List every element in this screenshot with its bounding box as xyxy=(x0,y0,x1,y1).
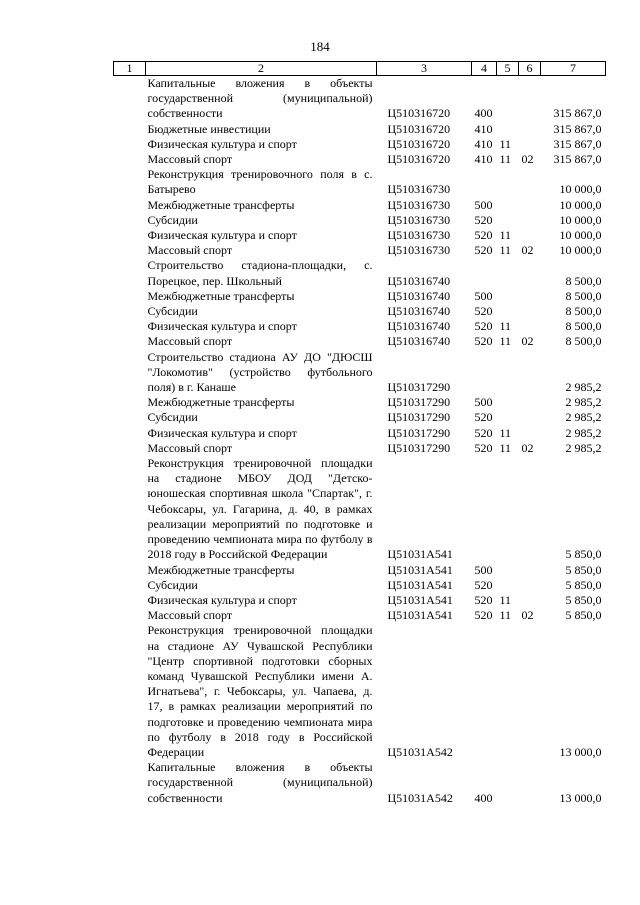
section-cell xyxy=(497,760,519,806)
subsection-cell xyxy=(519,395,541,410)
expense-type-cell: 500 xyxy=(474,197,493,212)
section-cell xyxy=(497,122,519,137)
subsection-cell xyxy=(519,76,541,122)
subsection-cell xyxy=(519,760,541,806)
row-number-cell xyxy=(114,243,146,258)
amount-cell: 2 985,2 xyxy=(565,380,602,395)
row-number-cell xyxy=(114,167,146,197)
subsection-cell xyxy=(519,213,541,228)
expense-type-cell xyxy=(472,350,497,396)
table-row xyxy=(114,350,606,396)
amount-cell: 315 867,0 xyxy=(553,121,602,136)
expense-type-cell: 520 xyxy=(474,592,493,607)
column-header: 5 xyxy=(497,62,519,76)
expense-type-cell: 520 xyxy=(474,608,493,623)
column-header: 6 xyxy=(519,62,541,76)
target-code-cell: Ц510316730 xyxy=(387,212,451,227)
target-code-cell: Ц51031А541 xyxy=(387,577,453,592)
subsection-cell xyxy=(519,563,541,578)
row-number-cell xyxy=(114,137,146,152)
amount-cell: 315 867,0 xyxy=(553,152,602,167)
row-number-cell xyxy=(114,608,146,623)
amount-cell: 5 850,0 xyxy=(565,547,602,562)
subsection-cell: 02 xyxy=(521,440,534,455)
section-cell: 11 xyxy=(499,152,512,167)
table-row xyxy=(114,258,606,288)
item-name-cell: Капитальные вложения в объекты государственной (муниципальной) собственности xyxy=(147,76,373,121)
target-code-cell: Ц510316740 xyxy=(387,288,451,303)
item-name-cell: Массовый спорт xyxy=(147,152,233,167)
target-code-cell: Ц510316720 xyxy=(387,152,451,167)
expense-type-cell: 520 xyxy=(474,243,493,258)
table-header xyxy=(114,62,606,76)
target-code-cell: Ц510316740 xyxy=(387,319,451,334)
row-number-cell xyxy=(114,334,146,349)
row-number-cell xyxy=(114,258,146,288)
amount-cell: 10 000,0 xyxy=(559,243,602,258)
section-cell: 11 xyxy=(499,136,512,151)
amount-cell: 8 500,0 xyxy=(565,273,602,288)
row-number-cell xyxy=(114,228,146,243)
expense-type-cell xyxy=(472,167,497,197)
target-code-cell: Ц51031А542 xyxy=(387,744,453,759)
row-number-cell xyxy=(114,304,146,319)
row-number-cell xyxy=(114,563,146,578)
section-cell xyxy=(497,410,519,425)
target-code-cell: Ц510316720 xyxy=(387,106,451,121)
item-name-cell: Субсидии xyxy=(147,410,198,425)
subsection-cell xyxy=(519,319,541,334)
amount-cell: 5 850,0 xyxy=(565,577,602,592)
amount-cell: 315 867,0 xyxy=(553,106,602,121)
row-number-cell xyxy=(114,152,146,167)
row-number-cell xyxy=(114,395,146,410)
amount-cell: 5 850,0 xyxy=(565,562,602,577)
expense-type-cell: 410 xyxy=(474,121,493,136)
subsection-cell xyxy=(519,593,541,608)
table-row xyxy=(114,623,606,760)
item-name-cell: Физическая культура и спорт xyxy=(147,425,297,440)
table-row xyxy=(114,334,606,349)
target-code-cell: Ц510316740 xyxy=(387,273,451,288)
table-row xyxy=(114,304,606,319)
target-code-cell: Ц510317290 xyxy=(387,395,451,410)
target-code-cell: Ц51031А542 xyxy=(387,790,453,805)
expense-type-cell: 410 xyxy=(474,136,493,151)
table-row xyxy=(114,410,606,425)
amount-cell: 10 000,0 xyxy=(559,212,602,227)
subsection-cell xyxy=(519,456,541,562)
amount-cell: 5 850,0 xyxy=(565,608,602,623)
section-cell xyxy=(497,304,519,319)
section-cell xyxy=(497,289,519,304)
table-row xyxy=(114,319,606,334)
target-code-cell: Ц51031А541 xyxy=(387,592,453,607)
amount-cell: 2 985,2 xyxy=(565,440,602,455)
subsection-cell: 02 xyxy=(521,608,534,623)
item-name-cell: Реконструкция тренировочной площадки на стадионе МБОУ ДОД "Детско-юношеская спортивная школа "Спартак", г. Чебоксары, ул. Гагарина, д. 40, в рамках реализации мероприятий по подготовке и проведению чемпионата мира по футболу в 2018 году в Российской Федерации xyxy=(147,456,373,562)
section-cell xyxy=(497,76,519,122)
target-code-cell: Ц510316720 xyxy=(387,136,451,151)
expense-type-cell: 520 xyxy=(474,410,493,425)
table-row xyxy=(114,213,606,228)
item-name-cell: Строительство стадиона-площадки, с. Порецкое, пер. Школьный xyxy=(147,258,373,288)
column-header: 4 xyxy=(472,62,497,76)
subsection-cell: 02 xyxy=(521,243,534,258)
expense-type-cell: 400 xyxy=(474,106,493,121)
page-number: 184 xyxy=(310,39,330,54)
item-name-cell: Капитальные вложения в объекты государственной (муниципальной) собственности xyxy=(147,760,373,805)
target-code-cell: Ц510316720 xyxy=(387,121,451,136)
row-number-cell xyxy=(114,456,146,562)
section-cell: 11 xyxy=(499,592,512,607)
subsection-cell xyxy=(519,289,541,304)
table-row xyxy=(114,198,606,213)
expense-type-cell: 520 xyxy=(474,228,493,243)
amount-cell: 13 000,0 xyxy=(559,744,602,759)
subsection-cell: 02 xyxy=(521,334,534,349)
amount-cell: 8 500,0 xyxy=(565,288,602,303)
row-number-cell xyxy=(114,760,146,806)
amount-cell: 8 500,0 xyxy=(565,334,602,349)
expense-type-cell: 520 xyxy=(474,425,493,440)
expense-type-cell: 500 xyxy=(474,288,493,303)
section-cell: 11 xyxy=(499,319,512,334)
row-number-cell xyxy=(114,623,146,760)
subsection-cell xyxy=(519,258,541,288)
row-number-cell xyxy=(114,122,146,137)
table-row xyxy=(114,395,606,410)
row-number-cell xyxy=(114,426,146,441)
target-code-cell: Ц510316730 xyxy=(387,228,451,243)
item-name-cell: Строительство стадиона АУ ДО "ДЮСШ "Локомотив" (устройство футбольного поля) в г. Канаше xyxy=(147,349,373,395)
section-cell xyxy=(497,198,519,213)
row-number-cell xyxy=(114,578,146,593)
table-row xyxy=(114,563,606,578)
target-code-cell: Ц510317290 xyxy=(387,410,451,425)
column-header: 2 xyxy=(146,62,377,76)
target-code-cell: Ц510316730 xyxy=(387,243,451,258)
subsection-cell xyxy=(519,426,541,441)
table-row xyxy=(114,456,606,562)
target-code-cell: Ц51031А541 xyxy=(387,547,453,562)
section-cell xyxy=(497,578,519,593)
expense-type-cell: 400 xyxy=(474,790,493,805)
amount-cell: 8 500,0 xyxy=(565,304,602,319)
amount-cell: 5 850,0 xyxy=(565,592,602,607)
expense-type-cell xyxy=(472,258,497,288)
table-row xyxy=(114,760,606,806)
row-number-cell xyxy=(114,350,146,396)
target-code-cell: Ц51031А541 xyxy=(387,608,453,623)
section-cell xyxy=(497,258,519,288)
subsection-cell xyxy=(519,122,541,137)
item-name-cell: Массовый спорт xyxy=(147,243,233,258)
subsection-cell xyxy=(519,304,541,319)
table-row xyxy=(114,441,606,456)
expense-type-cell: 520 xyxy=(474,304,493,319)
table-row xyxy=(114,608,606,623)
item-name-cell: Массовый спорт xyxy=(147,440,233,455)
expense-type-cell xyxy=(472,623,497,760)
amount-cell: 315 867,0 xyxy=(553,136,602,151)
section-cell xyxy=(497,395,519,410)
amount-cell: 10 000,0 xyxy=(559,182,602,197)
item-name-cell: Межбюджетные трансферты xyxy=(147,562,295,577)
table-row xyxy=(114,137,606,152)
amount-cell: 10 000,0 xyxy=(559,228,602,243)
column-header: 7 xyxy=(541,62,606,76)
item-name-cell: Межбюджетные трансферты xyxy=(147,395,295,410)
item-name-cell: Субсидии xyxy=(147,212,198,227)
header-row xyxy=(114,62,606,76)
table-row xyxy=(114,167,606,197)
subsection-cell xyxy=(519,623,541,760)
target-code-cell: Ц510316740 xyxy=(387,334,451,349)
item-name-cell: Межбюджетные трансферты xyxy=(147,288,295,303)
row-number-cell xyxy=(114,213,146,228)
amount-cell: 2 985,2 xyxy=(565,410,602,425)
section-cell: 11 xyxy=(499,243,512,258)
section-cell xyxy=(497,623,519,760)
subsection-cell xyxy=(519,137,541,152)
target-code-cell: Ц510317290 xyxy=(387,380,451,395)
column-header: 1 xyxy=(114,62,146,76)
section-cell xyxy=(497,350,519,396)
item-name-cell: Субсидии xyxy=(147,304,198,319)
item-name-cell: Реконструкция тренировочного поля в с. Батырево xyxy=(147,167,373,197)
target-code-cell: Ц510316730 xyxy=(387,182,451,197)
expense-type-cell: 410 xyxy=(474,152,493,167)
table-row xyxy=(114,593,606,608)
row-number-cell xyxy=(114,593,146,608)
section-cell xyxy=(497,167,519,197)
target-code-cell: Ц510317290 xyxy=(387,425,451,440)
expense-type-cell: 500 xyxy=(474,395,493,410)
section-cell: 11 xyxy=(499,425,512,440)
item-name-cell: Физическая культура и спорт xyxy=(147,228,297,243)
subsection-cell xyxy=(519,410,541,425)
row-number-cell xyxy=(114,410,146,425)
row-number-cell xyxy=(114,76,146,122)
section-cell: 11 xyxy=(499,440,512,455)
item-name-cell: Массовый спорт xyxy=(147,334,233,349)
table-row xyxy=(114,76,606,122)
section-cell xyxy=(497,213,519,228)
row-number-cell xyxy=(114,319,146,334)
target-code-cell: Ц510316740 xyxy=(387,304,451,319)
section-cell xyxy=(497,563,519,578)
amount-cell: 2 985,2 xyxy=(565,395,602,410)
section-cell xyxy=(497,456,519,562)
table-row xyxy=(114,426,606,441)
table-row xyxy=(114,152,606,167)
subsection-cell xyxy=(519,228,541,243)
target-code-cell: Ц51031А541 xyxy=(387,562,453,577)
subsection-cell xyxy=(519,198,541,213)
table-row xyxy=(114,289,606,304)
target-code-cell: Ц510317290 xyxy=(387,440,451,455)
section-cell: 11 xyxy=(499,228,512,243)
target-code-cell: Ц510316730 xyxy=(387,197,451,212)
section-cell: 11 xyxy=(499,334,512,349)
amount-cell: 2 985,2 xyxy=(565,425,602,440)
item-name-cell: Бюджетные инвестиции xyxy=(147,121,271,136)
expense-type-cell: 520 xyxy=(474,319,493,334)
expense-type-cell: 520 xyxy=(474,334,493,349)
row-number-cell xyxy=(114,289,146,304)
subsection-cell xyxy=(519,578,541,593)
row-number-cell xyxy=(114,441,146,456)
item-name-cell: Субсидии xyxy=(147,577,198,592)
item-name-cell: Массовый спорт xyxy=(147,608,233,623)
expense-type-cell: 520 xyxy=(474,212,493,227)
amount-cell: 8 500,0 xyxy=(565,319,602,334)
item-name-cell: Физическая культура и спорт xyxy=(147,319,297,334)
amount-cell: 10 000,0 xyxy=(559,197,602,212)
table-row xyxy=(114,578,606,593)
column-header: 3 xyxy=(377,62,472,76)
subsection-cell xyxy=(519,350,541,396)
item-name-cell: Межбюджетные трансферты xyxy=(147,197,295,212)
section-cell: 11 xyxy=(499,608,512,623)
table-body xyxy=(114,76,606,806)
expense-type-cell: 520 xyxy=(474,577,493,592)
table-row xyxy=(114,122,606,137)
expense-type-cell: 520 xyxy=(474,440,493,455)
amount-cell: 13 000,0 xyxy=(559,790,602,805)
item-name-cell: Физическая культура и спорт xyxy=(147,592,297,607)
item-name-cell: Реконструкция тренировочной площадки на стадионе АУ Чувашской Республики "Центр спортивной подготовки сборных команд Чувашской Республики имени А. Игнатьева", г. Чебоксары, ул. Чапаева, д. 17, в рамках реализации мероприятий по подготовке и проведению чемпионата мира по футболу в 2018 году в Российской Федерации xyxy=(147,623,373,759)
expense-type-cell xyxy=(472,456,497,562)
subsection-cell xyxy=(519,167,541,197)
expense-type-cell: 500 xyxy=(474,562,493,577)
subsection-cell: 02 xyxy=(521,152,534,167)
row-number-cell xyxy=(114,198,146,213)
item-name-cell: Физическая культура и спорт xyxy=(147,136,297,151)
budget-table xyxy=(113,61,606,806)
table-row xyxy=(114,228,606,243)
table-row xyxy=(114,243,606,258)
